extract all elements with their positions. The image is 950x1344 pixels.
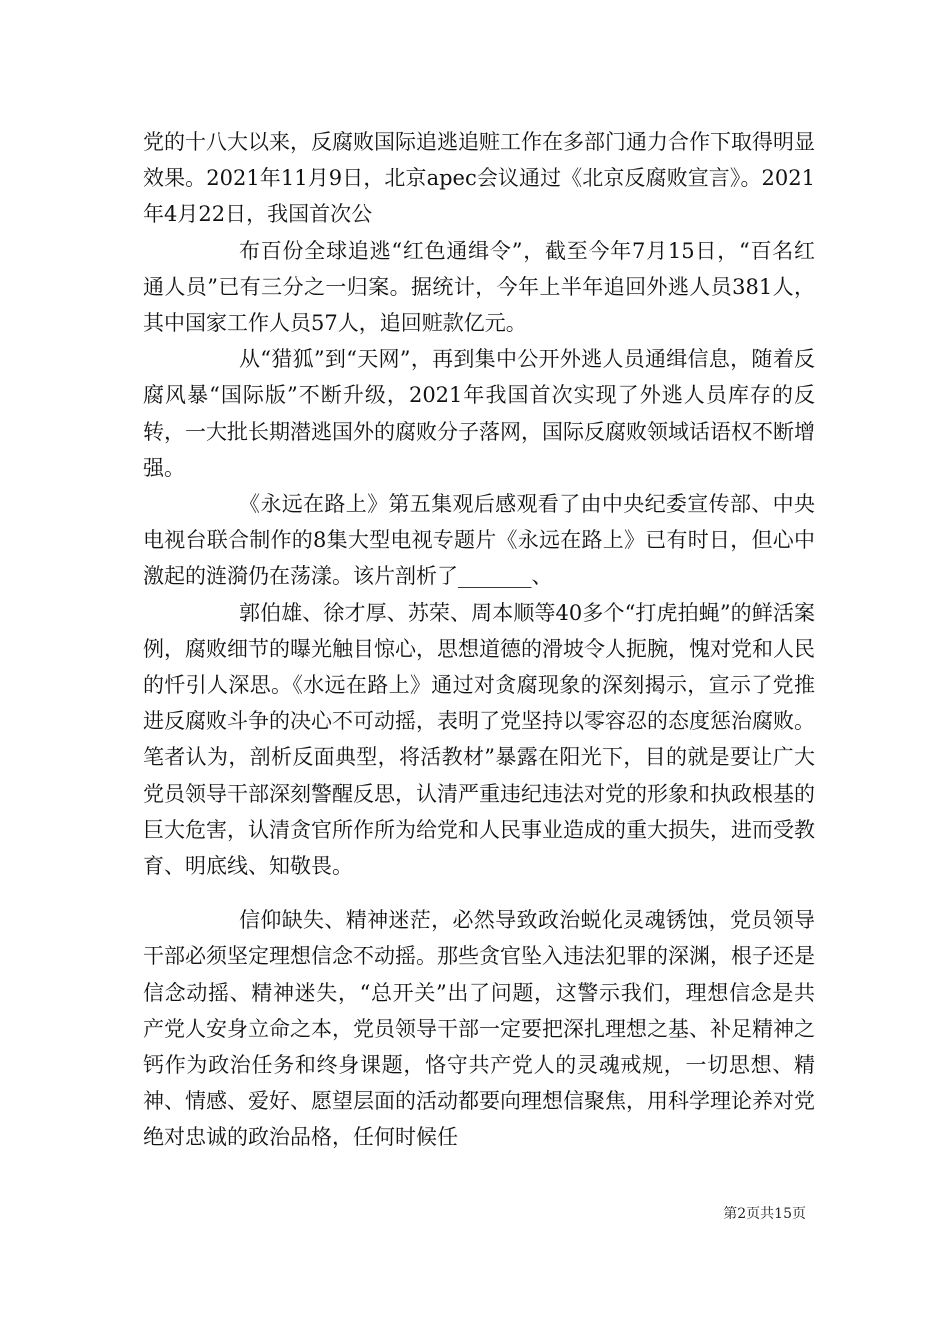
paragraph-1: 党的十八大以来，反腐败国际追逃追赃工作在多部门通力合作下取得明显效果。2021年11月9日，北京apec会议通过《北京反腐败宣言》。2021年4月22日，我国首次公	[143, 130, 815, 227]
document-body	[143, 124, 815, 1156]
paragraph-2: 布百份全球追逃“红色通缉令”，截至今年7月15日，“百名红通人员”已有三分之一归案。据统计，今年上半年追回外逃人员381人，其中国家工作人员57人，追回赃款亿元。	[143, 238, 815, 336]
paragraph-6: 信仰缺失、精神迷茫，必然导致政治蜕化灵魂锈蚀，党员领导干部必须坚定理想信念不动摇。那些贪官坠入违法犯罪的深渊，根子还是信念动摇、精神迷失，“总开关”出了问题，这警示我们，理想信念是共产党人安身立命之本，党员领导干部一定要把深扎理想之基、补足精神之钙作为政治任务和终身课题，恪守共产党人的灵魂戒规，一切思想、精神、情感、爱好、愿望层面的活动都要向理想信聚焦，用科学理论养对党绝对忠诚的政治品格，任何时候任	[143, 908, 815, 1150]
paragraph-5: 郭伯雄、徐才厚、苏荣、周本顺等40多个“打虎拍蝇”的鲜活案例，腐败细节的曝光触目惊心，思想道德的滑坡令人扼腕，愧对党和人民的忏引人深思。《水远在路上》通过对贪腐现象的深刻揭示，宣示了党推进反腐败斗争的决心不可动摇，表明了党坚持以零容忍的态度惩治腐败。笔者认为，剖析反面典型，将活教材”暴露在阳光下，目的就是要让广大党员领导干部深刻警醒反思，认清严重违纪违法对党的形象和执政根基的巨大危害，认清贪官所作所为给党和人民事业造成的重大损失，进而受教育、明底线、知敬畏。	[143, 600, 815, 879]
page-number: 第2页共15页	[723, 1206, 806, 1222]
paragraph-4: 《永远在路上》第五集观后感观看了由中央纪委宣传部、中央电视台联合制作的8集大型电视专题片《永远在路上》已有时日，但心中激起的涟漪仍在荡漾。该片剖析了_______、	[143, 492, 815, 589]
paragraph-3: 从“猎狐”到“天网”，再到集中公开外逃人员通缉信息，随着反腐风暴“国际版”不断升级，2021年我国首次实现了外逃人员库存的反转，一大批长期潜逃国外的腐败分子落网，国际反腐败领域话语权不断增强。	[143, 347, 815, 480]
